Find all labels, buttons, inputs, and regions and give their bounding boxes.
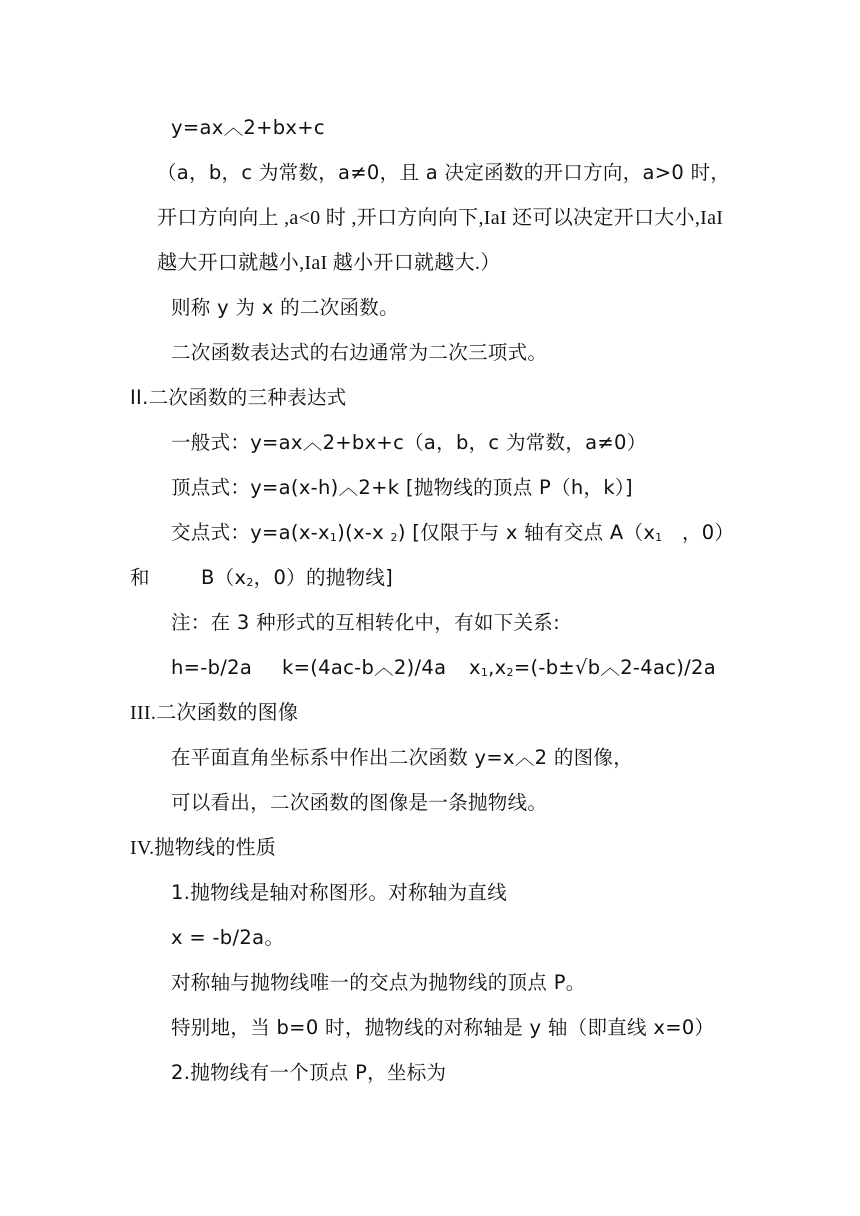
intercept-part-a: 交点式：y=a(x-x <box>171 521 330 544</box>
image-line-2: 可以看出，二次函数的图像是一条抛物线。 <box>171 791 548 814</box>
property-line-3: 对称轴与抛物线唯一的交点为抛物线的顶点 P。 <box>171 971 586 994</box>
image-line-1: 在平面直角坐标系中作出二次函数 y=x︿2 的图像， <box>171 746 634 769</box>
relation-x-part: x <box>469 656 481 679</box>
subscript: 2 <box>246 576 254 589</box>
section-heading-3: III.二次函数的图像 <box>130 702 299 724</box>
relation-k: k=(4ac-b︿2)/4a <box>282 656 447 679</box>
relation-h: h=-b/2a <box>171 656 253 679</box>
definition-line-4: 则称 y 为 x 的二次函数。 <box>171 296 399 319</box>
intercept-part-d: ，0） <box>681 521 735 544</box>
intercept-form-line <box>171 520 734 551</box>
section-heading-4: IV.抛物线的性质 <box>130 837 277 859</box>
general-form-line: 一般式：y=ax︿2+bx+c（a，b，c 为常数，a≠0） <box>171 431 647 454</box>
subscript: 1 <box>329 531 338 544</box>
formula-line: y=ax︿2+bx+c <box>171 116 325 139</box>
property-line-2: x = -b/2a。 <box>171 926 285 949</box>
intercept-cont-rest: ，0）的抛物线] <box>253 566 394 589</box>
definition-line-5: 二次函数表达式的右边通常为二次三项式。 <box>171 341 548 364</box>
definition-line-3: 越大开口就越小,IaI 越小开口就越大.） <box>157 252 501 274</box>
intercept-continuation-and: 和 <box>130 566 150 589</box>
relation-x-comma: ,x <box>488 656 507 679</box>
note-line: 注：在 3 种形式的互相转化中，有如下关系: <box>171 611 560 634</box>
relation-x <box>469 655 716 686</box>
definition-line-2: 开口方向向上 ,a<0 时 ,开口方向向下,IaI 还可以决定开口大小,IaI <box>157 207 724 229</box>
intercept-continuation <box>201 565 393 596</box>
intercept-part-b: )(x-x <box>337 521 385 544</box>
subscript: 1 <box>480 666 489 679</box>
intercept-part-c: ) [仅限于与 x 轴有交点 A（x <box>397 521 656 544</box>
subscript: 2 <box>506 666 514 679</box>
intercept-cont-b: B（x <box>201 566 247 589</box>
subscript: 1 <box>655 531 663 544</box>
property-line-1: 1.抛物线是轴对称图形。对称轴为直线 <box>171 881 508 904</box>
property-line-4: 特别地，当 b=0 时，抛物线的对称轴是 y 轴（即直线 x=0） <box>171 1016 715 1039</box>
property-line-5: 2.抛物线有一个顶点 P，坐标为 <box>171 1061 447 1084</box>
relation-x-rest: =(-b±√b︿2-4ac)/2a <box>513 656 716 679</box>
definition-line-1: （a，b，c 为常数，a≠0，且 a 决定函数的开口方向，a>0 时， <box>157 161 731 184</box>
vertex-form-line: 顶点式：y=a(x-h)︿2+k [抛物线的顶点 P（h，k）] <box>171 476 633 499</box>
section-heading-2: II.二次函数的三种表达式 <box>130 386 347 409</box>
subscript: 2 <box>390 531 398 544</box>
